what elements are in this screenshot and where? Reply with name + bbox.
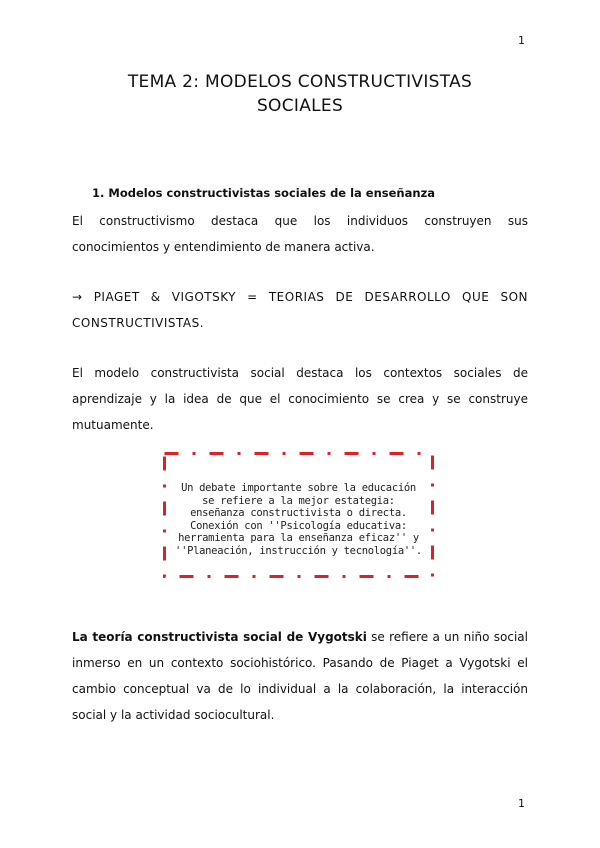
section-heading-text: Modelos constructivistas sociales de la enseñanza — [108, 186, 436, 200]
section-heading — [92, 186, 435, 200]
callout-text — [163, 482, 434, 558]
paragraph-piaget-vigotsky: → PIAGET & VIGOTSKY = TEORIAS DE DESARROLLO QUE SON CONSTRUCTIVISTAS. — [72, 290, 528, 330]
section-number: 1. — [92, 186, 105, 200]
page-number-top: 1 — [518, 34, 525, 47]
vygotski-theory-text: se refiere a un niño social inmerso en un contexto sociohistórico. Pasando de Piaget a Vygotski el cambio conceptual va de lo individual a la colaboración, la interacción social y la actividad sociocultural. — [72, 630, 528, 722]
page-title — [100, 70, 500, 118]
vygotski-theory-bold: La teoría constructivista social de Vygotski — [72, 630, 367, 644]
paragraph-vygotski — [72, 624, 528, 728]
callout-line: Conexión con ''Psicología educativa: — [190, 519, 407, 532]
callout-line: herramienta para la enseñanza eficaz'' y — [178, 532, 419, 545]
callout-line: ''Planeación, instrucción y tecnología''. — [175, 544, 422, 557]
callout-box — [163, 452, 434, 578]
callout-line: Un debate importante sobre la educación — [181, 482, 416, 494]
paragraph-constructivism: El constructivismo destaca que los individuos construyen sus conocimientos y entendimiento de manera activa. — [72, 214, 528, 254]
title-line-2: SOCIALES — [256, 96, 344, 116]
paragraph-social-model: El modelo constructivista social destaca los contextos sociales de aprendizaje y la idea de que el conocimiento se crea y se construye mutuamente. — [72, 366, 528, 432]
callout-line: enseñanza constructivista o directa. — [190, 507, 407, 520]
callout-line: se refiere a la mejor estategia: — [202, 494, 395, 507]
page-number-bottom: 1 — [518, 797, 525, 810]
title-line-1: TEMA 2: MODELOS CONSTRUCTIVISTAS — [127, 72, 473, 92]
